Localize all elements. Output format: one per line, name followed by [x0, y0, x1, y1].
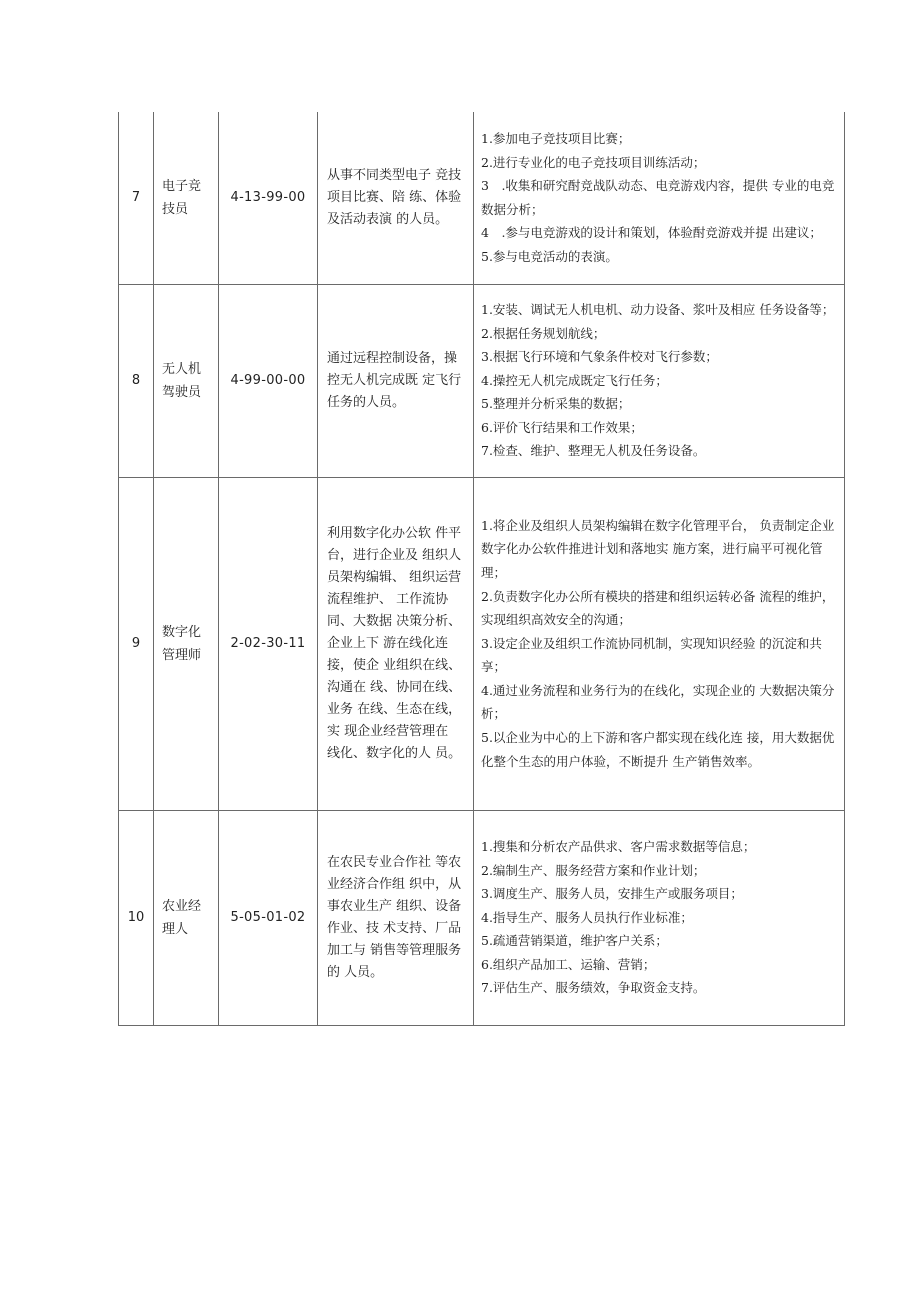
task-item: 2.负责数字化办公所有模块的搭建和组织运转必备 流程的维护，实现组织高效安全的沟通； — [481, 588, 835, 628]
occupation-tasks — [474, 112, 845, 284]
row-number: 7 — [119, 112, 154, 284]
task-item: 2.根据任务规划航线； — [481, 325, 606, 341]
task-item: 4.操控无人机完成既定飞行任务； — [481, 372, 668, 388]
occupation-tasks — [474, 810, 845, 1025]
task-item: 6.组织产品加工、运输、营销； — [481, 956, 656, 972]
occupation-name: 数字化管理师 — [154, 477, 219, 810]
occupation-table — [118, 112, 845, 1026]
row-number: 10 — [119, 810, 154, 1025]
task-item: 2.编制生产、服务经营方案和作业计划； — [481, 862, 706, 878]
task-item: 2.进行专业化的电子竞技项目训练活动； — [481, 154, 706, 170]
occupation-name: 电子竞技员 — [154, 112, 219, 284]
task-item: 6.评价飞行结果和工作效果； — [481, 419, 643, 435]
row-number: 8 — [119, 284, 154, 477]
task-item: 7.检查、维护、整理无人机及任务设备。 — [481, 443, 706, 459]
occupation-description: 从事不同类型电子 竞技项目比赛、陪 练、体验及活动表演 的人员。 — [318, 112, 474, 284]
task-item: 3.设定企业及组织工作流协同机制，实现知识经验 的沉淀和共享； — [481, 635, 822, 675]
table-row — [119, 477, 845, 810]
task-item: 1.将企业及组织人员架构编辑在数字化管理平台， 负责制定企业数字化办公软件推进计划和落地实 施方案，进行扁平可视化管理； — [481, 517, 835, 580]
task-item: 1.安装、调试无人机电机、动力设备、浆叶及相应 任务设备等； — [481, 301, 835, 317]
task-item: 1.参加电子竞技项目比赛； — [481, 130, 631, 146]
task-item: 4.通过业务流程和业务行为的在线化，实现企业的 大数据决策分析； — [481, 682, 835, 722]
table-row — [119, 112, 845, 284]
table-row — [119, 284, 845, 477]
occupation-tasks — [474, 477, 845, 810]
occupation-tasks — [474, 284, 845, 477]
task-item: 5.疏通营销渠道，维护客户关系； — [481, 933, 668, 949]
task-item: 5.整理并分析采集的数据； — [481, 396, 631, 412]
occupation-code: 4-99-00-00 — [219, 284, 318, 477]
task-item: 5.参与电竞活动的表演。 — [481, 248, 618, 264]
occupation-name: 无人机驾驶员 — [154, 284, 219, 477]
occupation-code: 4-13-99-00 — [219, 112, 318, 284]
row-number: 9 — [119, 477, 154, 810]
occupation-name: 农业经理人 — [154, 810, 219, 1025]
occupation-code: 5-05-01-02 — [219, 810, 318, 1025]
table-row — [119, 810, 845, 1025]
task-item: 4.指导生产、服务人员执行作业标准； — [481, 909, 693, 925]
occupation-description: 通过远程控制设备，操控无人机完成既 定飞行任务的人员。 — [318, 284, 474, 477]
task-item: 3 .收集和研究酎竞战队动态、电竞游戏内容，提供 专业的电竞数据分析； — [481, 178, 835, 217]
occupation-code: 2-02-30-11 — [219, 477, 318, 810]
task-item: 1.搜集和分析农产品供求、客户需求数据等信息； — [481, 838, 756, 854]
task-item: 7.评估生产、服务绩效，争取资金支持。 — [481, 980, 706, 996]
task-item: 3.根据飞行环境和气象条件校对飞行参数； — [481, 349, 718, 365]
task-item: 5.以企业为中心的上下游和客户都实现在线化连 接，用大数据优化整个生态的用户体验，不断提升 生产销售效率。 — [481, 730, 835, 769]
occupation-description: 在农民专业合作社 等农业经济合作组 织中，从事农业生产 组织、设备作业、技 术支持、厂品加工与 销售等管理服务的 人员。 — [318, 810, 474, 1025]
task-item: 4 .参与电竞游戏的设计和策划，体验酎竞游戏并提 出建议； — [481, 225, 822, 241]
task-item: 3.调度生产、服务人员，安排生产或服务项目； — [481, 886, 743, 902]
occupation-description: 利用数字化办公软 件平台，进行企业及 组织人员架构编辑、 组织运营流程维护、 工作流协同、大数据 决策分析、企业上下 游在线化连接，使企 业组织在线、沟通在 线、协同在线、业务 在线、生态在线，实 现企业经营管理在 线化、数字化的人 员。 — [318, 477, 474, 810]
